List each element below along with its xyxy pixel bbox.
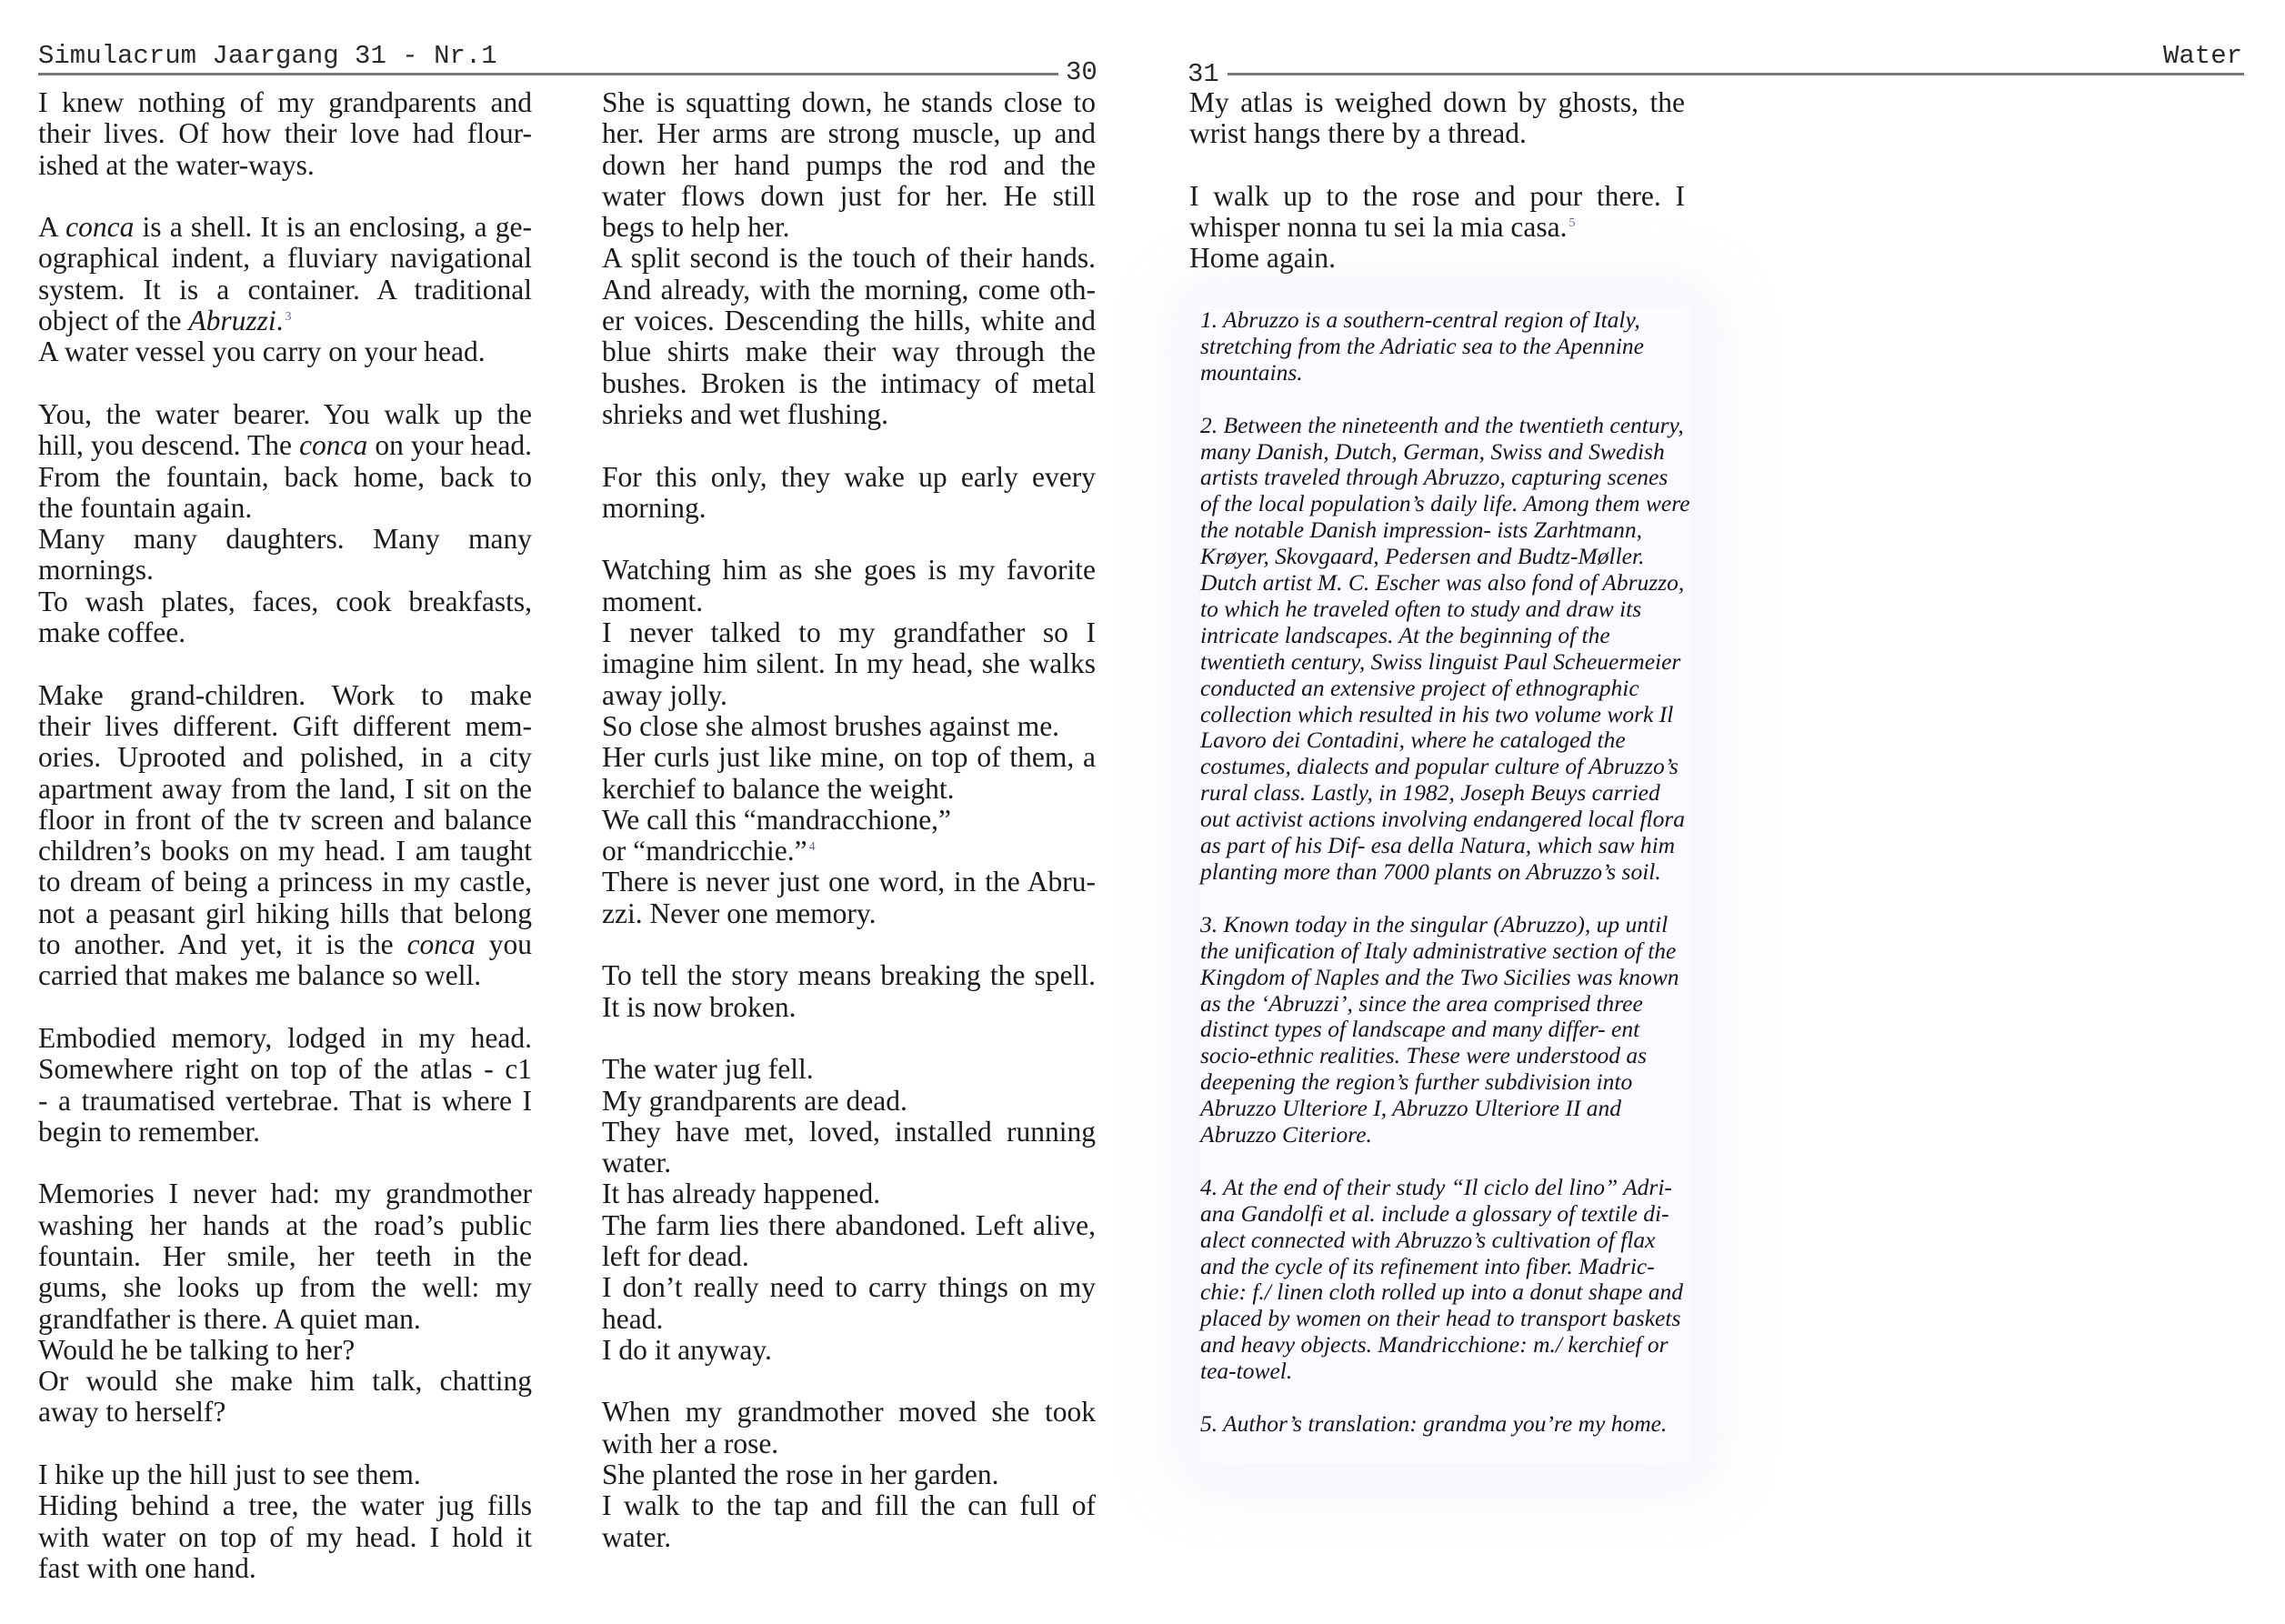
footnote-marker: 3 (285, 309, 292, 324)
page-number-left: 30 (1066, 57, 1097, 87)
footnotes (1200, 307, 1691, 1464)
paragraph: I walk up to the rose and pour there. I whisper nonna tu sei la mia casa. $^5$ Home again. (1189, 179, 1685, 275)
footnote-5: 5. Author’s translation: grandma you’re my home. (1200, 1410, 1668, 1437)
paragraph: I knew nothing of my grandparents and their lives. Of how their love had flour- ished at the water-ways. (38, 86, 532, 181)
text-column-3 (1189, 87, 1685, 306)
running-head-section: Water (2162, 41, 2242, 71)
paragraph: You, the water bearer. You walk up the hill, you descend. The conca on your head. From the fountain, back home, back to the fountain again. Many many daughters. Many many mornings. To wash plates, faces, cook breakfasts, make coffee. (38, 397, 532, 649)
page-number-right: 31 (1188, 59, 1219, 89)
paragraph: Embodied memory, lodged in my head. Somewhere right on top of the atlas - c1 - a traumatised vertebrae. That is where I begin to remember. (38, 1021, 532, 1148)
text-column-2 (602, 87, 1096, 1584)
header-rule-right (1228, 73, 2244, 75)
paragraph: My atlas is weighed down by ghosts, the wrist hangs there by a thread. (1189, 86, 1685, 150)
paragraph: When my grandmother moved she took with her a rose. She planted the rose in her garden. I walk to the tap and fill the can full of water. (602, 1396, 1096, 1553)
paragraph: For this only, they wake up early every morning. (602, 460, 1096, 524)
footnote-marker: 4 (808, 839, 816, 854)
header-rule-left (38, 73, 1058, 75)
footnote-3: 3. Known today in the singular (Abruzzo), up until the unification of Italy administrative section of the Kingdom of Naples and the Two Sicilies was known as the ‘Abruzzi’, since the area comprised three distinct types of landscape and many differ- ent socio-ethnic realities. These were understood as deepening the region’s further subdivision into Abruzzo Ulteriore I, Abruzzo Ulteriore II and Abruzzo Citeriore. (1200, 910, 1679, 1148)
footnote-marker: 5 (1568, 216, 1576, 230)
paragraph: I hike up the hill just to see them. Hiding behind a tree, the water jug fills with water on top of my head. I hold it fast with one hand. (38, 1459, 532, 1584)
text-column-1 (38, 87, 532, 1616)
paragraph: Make grand-children. Work to make their lives different. Gift different mem- ories. Uprooted and polished, in a city apartment away from the land, I sit on the floor in front of the tv screen and balance children’s books on my head. I am taught to dream of being a princess in my castle, not a peasant girl hiking hills that belong to another. And yet, it is the conca you carried that makes me balance so well. (38, 678, 532, 992)
footnote-1: 1. Abruzzo is a southern-central region of Italy, stretching from the Adriatic sea to the Apennine mountains. (1200, 306, 1644, 386)
paragraph: Watching him as she goes is my favorite moment. I never talked to my grandfather so I imagine him silent. In my head, she walks away jolly. So close she almost brushes against me. Her curls just like mine, on top of them, a kerchief to balance the weight. We call this “mandracchione,” or “mandricchie.” $^4$ There is never just one word, in the Abru- zzi. Never one memory. (602, 554, 1096, 929)
paragraph: The water jug fell. My grandparents are dead. They have met, loved, installed running water. It has already happened. The farm lies there abandoned. Left alive, left for dead. I don’t really need to carry things on my head. I do it anyway. (602, 1053, 1096, 1366)
paragraph: A conca is a shell. It is an enclosing, a ge- ographical indent, a fluviary navigational system. It is a container. A traditional object of the Abruzzi. $^3$ A water vessel you carry on your head. (38, 211, 532, 368)
paragraph: Memories I never had: my grandmother washing her hands at the road’s public fountain. Her smile, her teeth in the gums, she looks up from the well: my grandfather is there. A quiet man. Would he be talking to her? Or would she make him talk, chatting away to herself? (38, 1178, 532, 1429)
paragraph: To tell the story means breaking the spell. It is now broken. (602, 959, 1096, 1023)
running-head-title: Simulacrum Jaargang 31 - Nr.1 (38, 41, 497, 71)
paragraph: She is squatting down, he stands close to her. Her arms are strong muscle, up and down her hand pumps the rod and the water flows down just for her. He still begs to help her. A split second is the touch of their hands. And already, with the morning, come oth- er voices. Descending the hills, white and blue shirts make their way through the bushes. Broken is the intimacy of metal shrieks and wet flushing. (602, 86, 1096, 430)
footnote-2: 2. Between the nineteenth and the twentieth century, many Danish, Dutch, German, Swiss and Swedish artists traveled through Abruzzo, capturing scenes of the local population’s daily life. Among them were the notable Danish impression- ists Zarhtmann, Krøyer, Skovgaard, Pedersen and Budtz-Møller. Dutch artist M. C. Escher was also fond of Abruzzo, to which he traveled often to study and draw its intricate landscapes. At the beginning of the twentieth century, Swiss linguist Paul Scheuermeier conducted an extensive project of ethnographic collection which resulted in his two volume work Il Lavoro dei Contadini, where he cataloged the costumes, dialects and popular culture of Abruzzo’s rural class. Lastly, in 1982, Joseph Beuys carried out activist actions involving endangered local flora as part of his Dif- esa della Natura, which saw him planting more than 7000 plants on Abruzzo’s soil. (1200, 411, 1690, 886)
footnote-4: 4. At the end of their study “Il ciclo del lino” Adri- ana Gandolfi et al. include a glossary of textile di- alect connected with Abruzzo’s cultivation of flax and the cycle of its refinement into fiber. Madric- chie: f./ linen cloth rolled up into a donut shape and placed by women on their head to transport baskets and heavy objects. Mandricchione: m./ kerchief or tea-towel. (1200, 1173, 1683, 1385)
